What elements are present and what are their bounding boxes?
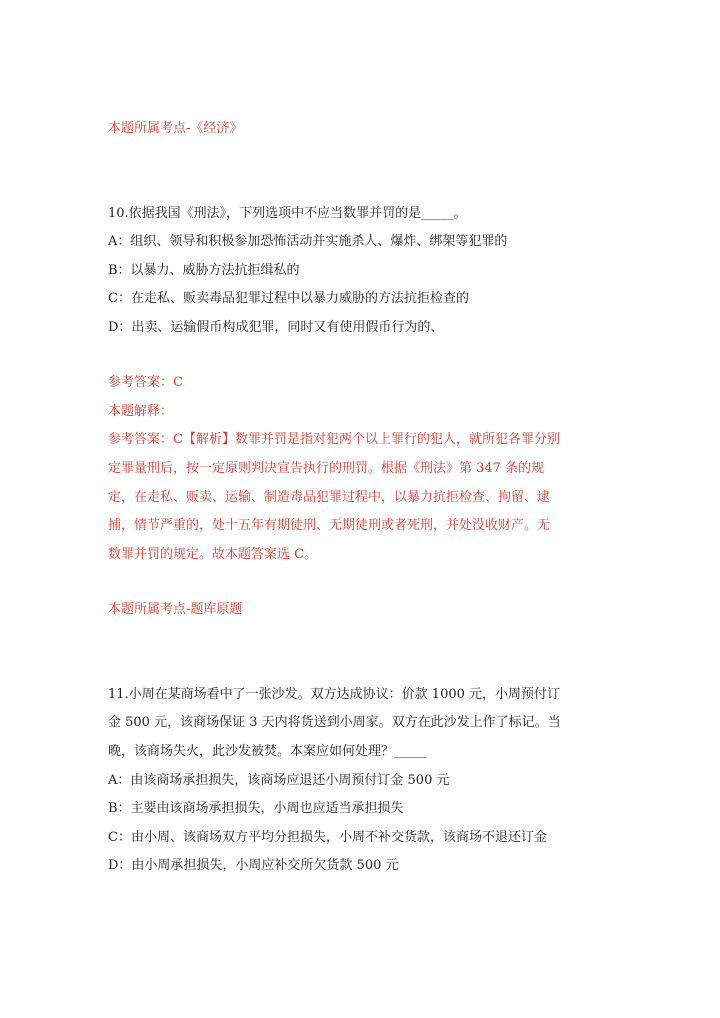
q11-option-a: A：由该商场承担损失，该商场应退还小周预付订金 500 元: [108, 773, 450, 788]
q11-option-c: C：由小周、该商场双方平均分担损失，小周不补交货款，该商场不退还订金: [108, 830, 547, 845]
q10-option-d: D：出卖、运输假币构成犯罪，同时又有使用假币行为的、: [108, 320, 444, 335]
question-10-stem: 10.依据我国《刑法》，下列选项中不应当数罪并罚的是_____。: [108, 206, 467, 221]
q10-explanation-line-2: 定罪量刑后，按一定原则判决宣告执行的刑罚。根据《刑法》第 347 条的规: [108, 461, 545, 476]
question-11-stem-line-1: 11.小周在某商场看中了一张沙发。双方达成协议：价款 1000 元，小周预付订: [108, 687, 561, 702]
topic-line: 本题所属考点-《经济》: [108, 121, 243, 136]
q10-explanation-line-1: 参考答案：C【解析】数罪并罚是指对犯两个以上罪行的犯人，就所犯各罪分别: [108, 432, 560, 447]
q11-option-d: D：由小周承担损失，小周应补交所欠货款 500 元: [108, 858, 399, 873]
q10-explanation-line-5: 数罪并罚的规定。故本题答案选 C。: [108, 547, 318, 562]
q10-topic-line: 本题所属考点-题库原题: [108, 602, 243, 617]
q10-explanation-label: 本题解释：: [108, 404, 174, 419]
q10-explanation-line-4: 捕，情节严重的，处十五年有期徒刑、无期徒刑或者死刑，并处没收财产。无: [108, 518, 551, 533]
question-11-stem-line-2: 金 500 元，该商场保证 3 天内将货送到小周家。双方在此沙发上作了标记。当: [108, 715, 561, 730]
q10-option-b: B：以暴力、威胁方法抗拒缉私的: [108, 263, 300, 278]
q10-explanation-line-3: 定，在走私、贩卖、运输、制造毒品犯罪过程中，以暴力抗拒检查、拘留、逮: [108, 490, 551, 505]
q10-answer: 参考答案：C: [108, 375, 183, 390]
q11-option-b: B：主要由该商场承担损失，小周也应适当承担损失: [108, 801, 404, 816]
q10-option-a: A：组织、领导和积极参加恐怖活动并实施杀人、爆炸、绑架等犯罪的: [108, 234, 508, 249]
q10-option-c: C：在走私、贩卖毒品犯罪过程中以暴力威胁的方法抗拒检查的: [108, 291, 469, 306]
question-11-stem-line-3: 晚，该商场失火，此沙发被焚。本案应如何处理？_____: [108, 744, 427, 759]
